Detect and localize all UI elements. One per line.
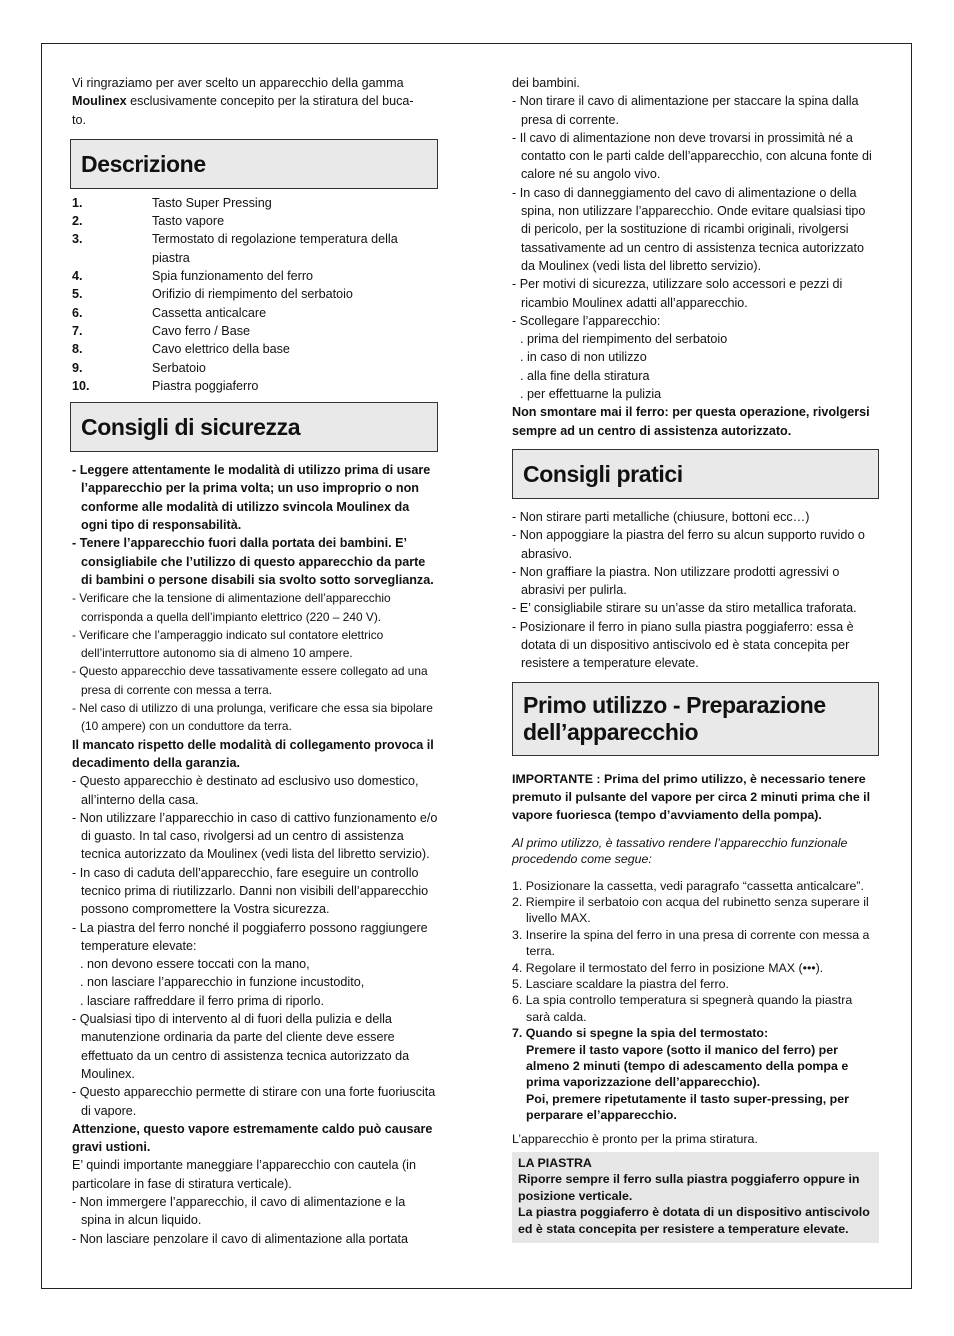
description-item [72,267,438,285]
piastra-box: LA PIASTRA Riporre sempre il ferro sulla piastra poggiaferro oppure in posizione verticale. La piastra poggiaferro è dotata di un dispositivo antiscivolo ed è stata concepita per resistere a temperature elevate. [512,1152,879,1244]
item-number: 8. [72,342,83,357]
heading-sicurezza: Consigli di sicurezza [70,402,438,452]
right-column: dei bambini. - Non tirare il cavo di alimentazione per staccare la spina dalla presa di corrente. - Il cavo di alimentazione non deve trovarsi in prossimità né a contatto con le parti calde dell’apparecchio, con alcuna fonte di calore né su angolo vivo. - In caso di danneggiamento del cavo di alimentazione o della spina, non utilizzare l’apparecchio. Onde evitare qualsiasi tipo di pericolo, per la sostituzione di ricambi originali, rivolgersi tassativamente ad un centro di assistenza tecnica autorizzato da Moulinex (vedi lista del libretto servizio). - Per motivi di sicurezza, utilizzare solo accessori e pezzi di ricambio Moulinex adatti all’apparecchio. - Scollegare l’apparecchio: . prima del riempimento del serbatoio . in caso di non utilizzo . alla fine della stiratura . per effettuarne la pulizia Non smontare mai il ferro: per questa operazione, rivolgersi sempre ad un centro di assistenza autorizzato. Consigli pratici - Non stirare parti metalliche (chiusure, bottoni ecc…) - Non appoggiare la piastra del ferro su alcun supporto ruvido o abrasivo. - Non graffiare la piastra. Non utilizzare prodotti agressivi o abrasivi per pulirla. - E’ consigliabile stirare su un’asse da stiro metallica traforata. - Posizionare il ferro in piano sulla piastra poggiaferro: essa è dotata di un dispositivo antiscivolo ed è stata concepita per resistere a temperature elevate. Primo utilizzo - Preparazione dell’apparecchio IMPORTANTE : Prima del primo utilizzo, è necessario tenere premuto il pulsante del vapore per circa 2 minuti prima che il vapore fuoriesca (tempo d’avviamento della pompa). Al primo utilizzo, è tassativo rendere l’apparecchio funzionale procedendo come segue: 1. Posizionare la cassetta, vedi paragrafo “cassetta anticalcare”. 2. Riempire il serbatoio con acqua del rubinetto senza superare il livello MAX. 3. Inserire la spina del ferro in una presa di corrente con messa a terra. 4. Regolare il termostato del ferro in posizione MAX (•••). 5. Lasciare scaldare la piastra del ferro. 6. La spia controllo temperatura si spegnerà quando la piastra sarà calda. 7. Quando si spegne la spia del termostato: Premere il tasto vapore (sotto il manico del ferro) per almeno 2 minuti (tempo di adescamento della pompa e prima vaporizzazione dell’apparecchio). Poi, premere ripetutamente il tasto super-pressing, per perparare el’apparecchio. L’apparecchio è pronto per la prima stiratura. LA PIASTRA Riporre sempre il ferro sulla piastra poggiaferro oppure in posizione verticale. La piastra poggiaferro è dotata di un dispositivo antiscivolo ed è stata concepita per resistere a temperature elevate. [512,74,878,1243]
procedure-intro: Al primo utilizzo, è tassativo rendere l’apparecchio funzionale procedendo come segue: [512,835,848,866]
description-item [72,340,438,358]
description-item [72,322,438,340]
item-label: Serbatoio [152,360,206,375]
brand-name: Moulinex [72,94,127,109]
practical-tips: - Non stirare parti metalliche (chiusure, bottoni ecc…) - Non appoggiare la piastra del ferro su alcun supporto ruvido o abrasivo. - Non graffiare la piastra. Non utilizzare prodotti agressivi o abrasivi per pulirla. - E’ consigliabile stirare su un’asse da stiro metallica traforata. - Posizionare il ferro in piano sulla piastra poggiaferro: essa è dotata di un dispositivo antiscivolo ed è stata concepita per resistere a temperature elevate. [512,509,865,671]
item-label: Orifizio di riempimento del serbatoio [152,287,353,302]
item-label: Cassetta anticalcare [152,305,267,320]
heading-primo-utilizzo: Primo utilizzo - Preparazione dell’apparecchio [512,682,879,756]
item-number: 6. [72,305,83,320]
intro-text: Vi ringraziamo per aver scelto un apparecchio della gamma Moulinex esclusivamente concepito per la stiratura del buca- to. [72,76,414,127]
item-number: 4. [72,269,83,284]
description-item [72,230,438,267]
description-list [72,194,438,395]
description-item [72,285,438,303]
item-number: 10. [72,378,90,393]
item-number: 7. [72,323,83,338]
left-column [72,74,438,1248]
safety-text: - Leggere attentamente le modalità di utilizzo prima di usare l’apparecchio per la prima volta; un uso improprio o non conforme alle modalità di utilizzo svincola Moulinex da ogni tipo di responsabilità. - Tenere l’apparecchio fuori dalla portata dei bambini. E’ consigliabile che l’utilizzo di questo apparecchio da parte di bambini o persone disabili sia svolto sotto sorveglianza. - Verificare che la tensione di alimentazione dell’apparecchio corrisponda a quella dell’impianto elettrico (220 – 240 V). - Verificare che l’amperaggio indicato sul contatore elettrico dell’interruttore autonomo sia di almeno 10 ampere. - Questo apparecchio deve tassativamente essere collegato ad una presa di corrente con messa a terra. - Nel caso di utilizzo di una prolunga, verificare che essa sia bipolare (10 ampere) con un conduttore da terra. Il mancato rispetto delle modalità di collegamento provoca il decadimento della garanzia. - Questo apparecchio è destinato ad esclusivo uso domestico, all’interno della casa. - Non utilizzare l’apparecchio in caso di cattivo funzionamento e/o di guasto. In tal caso, rivolgersi ad un centro di assistenza tecnica autorizzato da Moulinex (vedi lista del libretto servizio). - In caso di caduta dell’apparecchio, fare eseguire un controllo tecnico prima di riutilizzarlo. Danni non visibili dell’apparecchio possono compromettere la Vostra sicurezza. - La piastra del ferro nonché il poggiaferro possono raggiungere temperature elevate: . non devono essere toccati con la mano, . non lasciare l’apparecchio in funzione incustodito, . lasciare raffreddare il ferro prima di riporlo. - Qualsiasi tipo di intervento al di fuori della pulizia e della manutenzione ordinaria da parte del cliente deve essere effettuato da un centro di assistenza tecnica autorizzato da Moulinex. - Questo apparecchio permette di stirare con una forte fuoriuscita di vapore. Attenzione, questo vapore estremamente caldo può causare gravi ustioni. E’ quindi importante maneggiare l’apparecchio con cautela (in particolare in fase di stiratura verticale). - Non immergere l’apparecchio, il cavo di alimentazione e la spina in alcun liquido. - Non lasciare penzolare il cavo di alimentazione alla portata [72,463,438,1246]
item-number: 9. [72,360,83,375]
description-item [72,212,438,230]
item-label: Tasto vapore [152,214,225,229]
item-label: Spia funzionamento del ferro [152,269,314,284]
item-number: 5. [72,287,83,302]
setup-steps: 1. Posizionare la cassetta, vedi paragrafo “cassetta anticalcare”. 2. Riempire il serbatoio con acqua del rubinetto senza superare il livello MAX. 3. Inserire la spina del ferro in una presa di corrente con messa a terra. 4. Regolare il termostato del ferro in posizione MAX (•••). 5. Lasciare scaldare la piastra del ferro. 6. La spia controllo temperatura si spegnerà quando la piastra sarà calda. 7. Quando si spegne la spia del termostato: Premere il tasto vapore (sotto il manico del ferro) per almeno 2 minuti (tempo di adescamento della pompa e prima vaporizzazione dell’apparecchio). Poi, premere ripetutamente il tasto super-pressing, per perparare el’apparecchio. [512,878,870,1123]
description-item [72,304,438,322]
item-label: Tasto Super Pressing [152,195,272,210]
item-label: Termostato di regolazione temperatura della piastra [152,232,398,265]
item-number: 3. [72,232,83,247]
item-label: Cavo ferro / Base [152,323,250,338]
heading-descrizione: Descrizione [70,139,438,189]
description-item [72,377,438,395]
item-label: Piastra poggiaferro [152,378,259,393]
item-number: 1. [72,195,83,210]
description-item [72,359,438,377]
item-number: 2. [72,214,83,229]
description-item [72,194,438,212]
item-label: Cavo elettrico della base [152,342,290,357]
importante-note: IMPORTANTE : Prima del primo utilizzo, è necessario tenere premuto il pulsante del vapore per circa 2 minuti prima che il vapore fuoriesca (tempo d’avviamento della pompa). [512,771,871,823]
ready-text: L’apparecchio è pronto per la prima stiratura. [512,1131,758,1146]
heading-pratici: Consigli pratici [512,449,879,499]
